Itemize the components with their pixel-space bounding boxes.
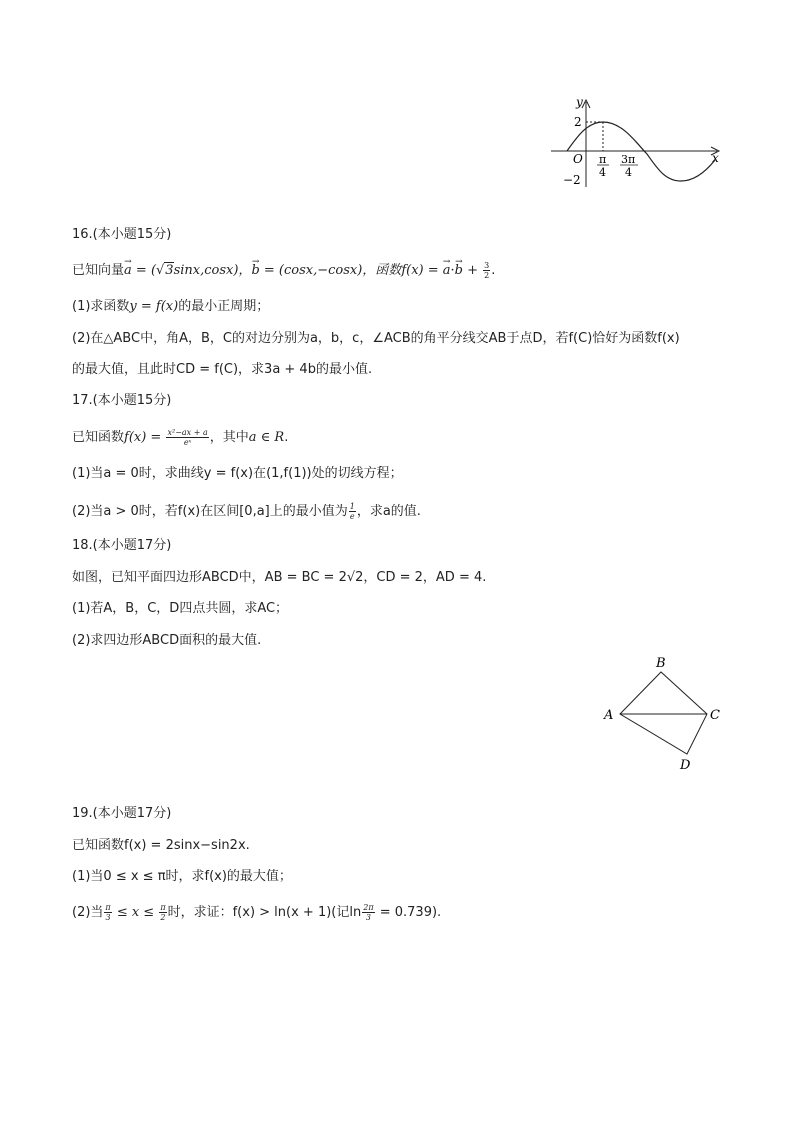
q16-part2-line1: (2)在△ABC中，角A，B，C的对边分别为a，b，c，∠ACB的角平分线交AB于点D，若f(C)恰好为函数f(x) bbox=[72, 331, 680, 346]
tick-pi-over-4-den: 4 bbox=[599, 166, 606, 179]
q16-vec-b-expr: = (cosx,−cosx)，函数 bbox=[259, 263, 402, 278]
q16-stem-end: . bbox=[491, 263, 496, 278]
q18-stem: 如图，已知平面四边形ABCD中，AB = BC = 2√2，CD = 2，AD = 4. bbox=[72, 570, 487, 585]
q19-stem: 已知函数f(x) = 2sinx−sin2x. bbox=[72, 838, 250, 853]
sine-graph bbox=[545, 92, 730, 192]
x-axis-label: x bbox=[712, 151, 719, 165]
q17-part1: (1)当a = 0时，求曲线y = f(x)在(1,f(1))处的切线方程； bbox=[72, 466, 403, 481]
q17-title: 17.(本小题15分) bbox=[72, 393, 172, 408]
q18-part1: (1)若A，B，C，D四点共圆，求AC； bbox=[72, 601, 289, 616]
q19-fraction-pi-3: $\frac{\pi}{3}$ bbox=[105, 903, 111, 922]
tick-pi-over-4-num: π bbox=[599, 153, 607, 166]
tick-3pi-over-4-num: 3π bbox=[621, 153, 636, 166]
q16-plus: + bbox=[463, 263, 483, 278]
q19-fraction-pi-2: $\frac{\pi}{2}$ bbox=[160, 903, 166, 922]
q18-part2: (2)求四边形ABCD面积的最大值. bbox=[72, 633, 262, 648]
tick-3pi-over-4-den: 4 bbox=[625, 166, 632, 179]
y-axis bbox=[582, 100, 590, 187]
q16-vec-a-expr: = (√ bbox=[131, 263, 165, 278]
vertex-d-label: D bbox=[680, 758, 691, 773]
q16-vec-a-rest: sinx,cosx)， bbox=[173, 263, 252, 278]
q16-stem bbox=[72, 261, 495, 280]
q16-part2-line2: 的最大值，且此时CD = f(C)，求3a + 4b的最小值. bbox=[72, 362, 373, 377]
origin-label: O bbox=[573, 152, 583, 166]
q16-stem-prefix: 已知向量 bbox=[72, 263, 125, 278]
vertex-b-label: B bbox=[656, 656, 666, 671]
q16-part1: (1)求函数y = f(x)的最小正周期； bbox=[72, 299, 270, 314]
q17-part2: (2)当a > 0时，若f(x)在区间[0,a]上的最小值为 $\frac{1}{e}$ ，求a的值. bbox=[72, 502, 421, 521]
max-value-label: 2 bbox=[574, 115, 582, 129]
vertex-a-label: A bbox=[604, 708, 614, 723]
min-value-label: −2 bbox=[563, 173, 581, 187]
quadrilateral-figure bbox=[595, 650, 730, 775]
vector-b-2: → b bbox=[455, 262, 463, 280]
q16-sqrt-3: 3 bbox=[165, 263, 174, 278]
vector-a-2: → a bbox=[443, 262, 451, 280]
q16-dot: · bbox=[450, 263, 455, 278]
q19-fraction-2pi-3: $\frac{2\pi}{3}$ bbox=[363, 903, 374, 922]
q16-function-f: f(x) = bbox=[401, 263, 443, 278]
y-axis-label: y bbox=[576, 95, 583, 109]
q16-title: 16.(本小题15分) bbox=[72, 227, 172, 242]
vertex-c-label: C bbox=[710, 708, 720, 723]
q16-fraction-3-2: $\frac{3}{2}$ bbox=[484, 261, 490, 280]
q19-title: 19.(本小题17分) bbox=[72, 806, 172, 821]
vector-b: → b bbox=[251, 262, 259, 280]
q18-title: 18.(本小题17分) bbox=[72, 538, 172, 553]
q17-fraction: $\frac{\text{x²−ax + a}}{\text{eˣ}}$ bbox=[167, 428, 208, 447]
quadrilateral-abcd bbox=[620, 672, 707, 754]
q17-stem: 已知函数f(x) = $\frac{\text{x²−ax + a}}{\text{eˣ}}$ ，其中a ∈ R. bbox=[72, 428, 289, 447]
vector-a: → a bbox=[124, 262, 132, 280]
q17-fraction-1-e: $\frac{1}{e}$ bbox=[349, 502, 355, 521]
q19-part2: (2)当 $\frac{\pi}{3}$ ≤ x ≤ $\frac{\pi}{2}$ 时，求证：f(x) > ln(x + 1)(记ln $\frac{2\pi}{3}$ = 0.739). bbox=[72, 903, 442, 922]
q19-part1: (1)当0 ≤ x ≤ π时，求f(x)的最大值； bbox=[72, 869, 292, 884]
